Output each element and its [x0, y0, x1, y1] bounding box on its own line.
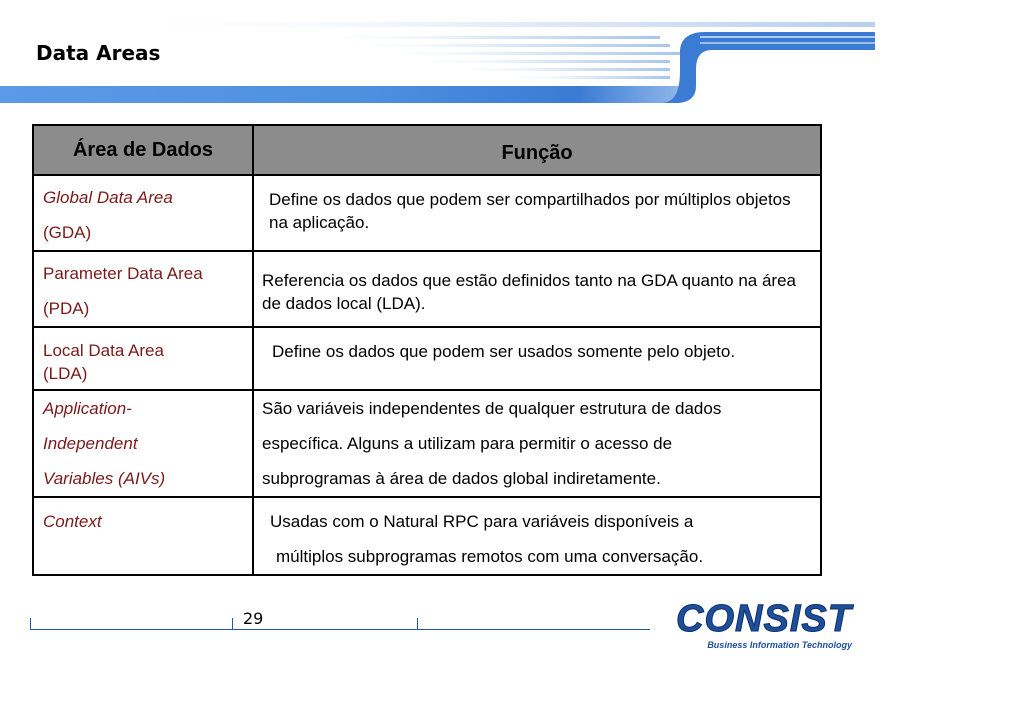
- row-description-aivs: São variáveis independentes de qualquer estrutura de dados específica. Alguns a utilizam para permitir o acesso de subprogramas à área de dados global indiretamente.: [262, 399, 722, 488]
- row-description-gda: Define os dados que podem ser compartilhados por múltiplos objetos na aplicação.: [269, 190, 791, 232]
- column-header-area: Área de Dados: [33, 125, 253, 175]
- table-row: [33, 327, 821, 390]
- page-title: Data Areas: [36, 41, 161, 65]
- footer-tick: [417, 618, 418, 630]
- page-number: 29: [243, 609, 264, 628]
- row-name-gda: Global Data Area (GDA): [43, 188, 173, 242]
- row-name-aivs: Application- Independent Variables (AIVs): [43, 399, 166, 488]
- logo-tagline: Business Information Technology: [707, 640, 852, 650]
- footer-rule: [30, 629, 650, 630]
- table-row: [33, 497, 821, 575]
- table-row: [33, 251, 821, 327]
- footer-tick: [30, 618, 31, 630]
- table-row: [33, 175, 821, 251]
- table-header-row: [33, 125, 821, 175]
- table-row: [33, 390, 821, 497]
- data-areas-table: [32, 124, 822, 576]
- row-description-lda: Define os dados que podem ser usados somente pelo objeto.: [272, 342, 736, 361]
- row-description-pda: Referencia os dados que estão definidos tanto na GDA quanto na área de dados local (LDA).: [262, 271, 796, 313]
- row-name-context: Context: [43, 512, 102, 531]
- logo-wordmark: CONSIST: [676, 598, 852, 640]
- column-header-function: Função: [253, 125, 821, 175]
- row-description-context: Usadas com o Natural RPC para variáveis disponíveis a múltiplos subprogramas remotos com uma conversação.: [270, 512, 704, 566]
- row-name-lda: Local Data Area (LDA): [43, 341, 164, 383]
- consist-logo: [668, 600, 860, 650]
- footer-tick: [232, 618, 233, 630]
- row-name-pda: Parameter Data Area (PDA): [43, 264, 203, 318]
